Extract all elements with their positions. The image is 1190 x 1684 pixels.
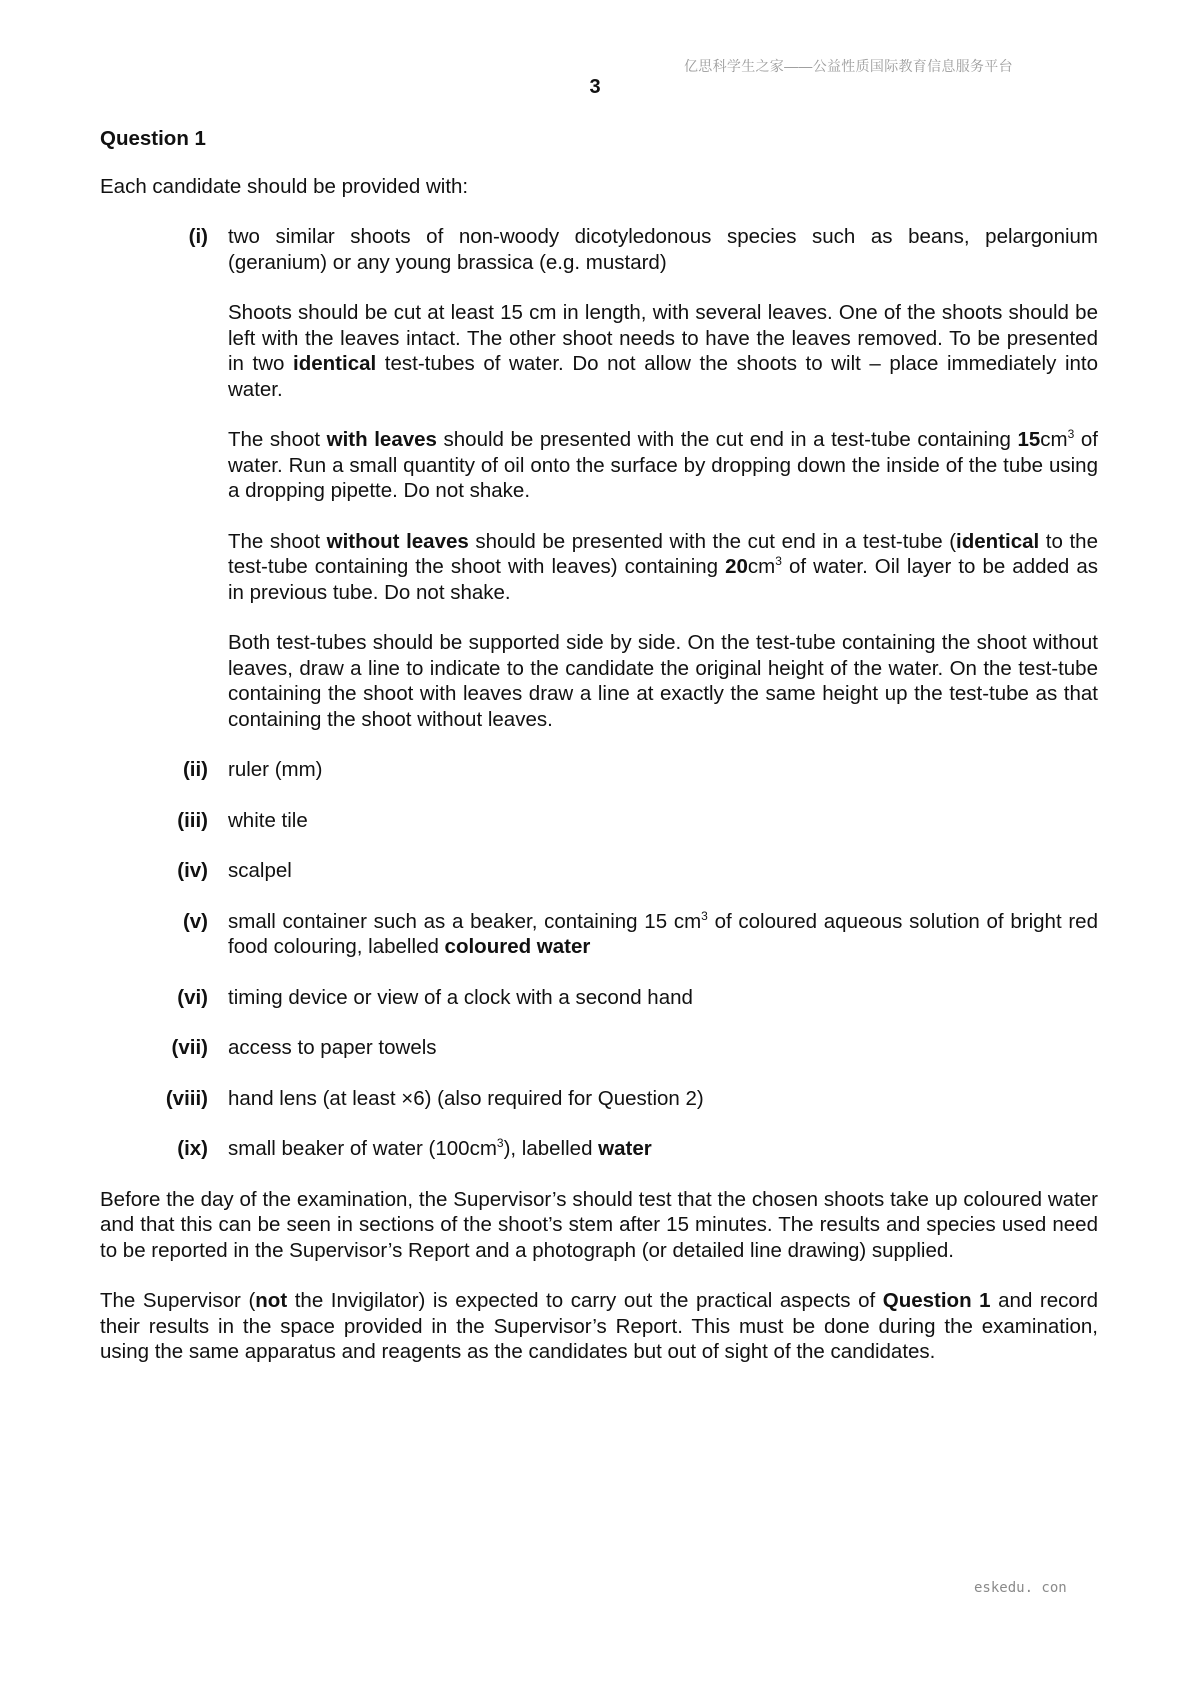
- item-number: (vi): [177, 985, 208, 1009]
- closing-paragraph-1: Before the day of the examination, the Supervisor’s should test that the chosen shoots take up coloured water and that this can be seen in sections of the shoot’s stem after 15 minutes. The results and species used need to be reported in the Supervisor’s Report and a photograph (or detailed line drawing) supplied.: [100, 1187, 1098, 1262]
- item-number: (i): [188, 225, 208, 248]
- item-number: (ii): [182, 758, 208, 781]
- list-item-ii: [100, 757, 1098, 783]
- item-text: ruler (mm): [228, 758, 323, 781]
- list-item-ix: [100, 1136, 1098, 1162]
- item-i-para-1: two similar shoots of non-woody dicotyledonous species such as beans, pelargonium (geranium) or any young brassica (e.g. mustard): [228, 225, 1098, 274]
- item-text: access to paper towels: [228, 1036, 437, 1059]
- list-item-viii: [100, 1086, 1098, 1112]
- item-text: small beaker of water $(100cm^3)$, labelled water: [228, 1136, 652, 1160]
- question-title: Question 1: [100, 127, 206, 150]
- closing-paragraph-2: The Supervisor (not the Invigilator) is expected to carry out the practical aspects of Question 1 and record their results in the space provided in the Supervisor’s Report. This must be done during the examination, using the same apparatus and reagents as the candidates but out of sight of the candidates.: [100, 1289, 1099, 1363]
- watermark-text: 亿思科学生之家——公益性质国际教育信息服务平台: [684, 58, 1013, 74]
- item-text: white tile: [228, 808, 308, 832]
- document-body: [100, 126, 1098, 1390]
- list-item-v: [100, 909, 1098, 960]
- item-i-para-5: Both test-tubes should be supported side by side. On the test-tube containing the shoot without leaves, draw a line to indicate to the candidate the original height of the water. On the test-tube containing the shoot with leaves draw a line at exactly the same height up the test-tube as that containing the shoot without leaves.: [228, 631, 1098, 731]
- item-text: scalpel: [228, 859, 292, 882]
- item-i-para-4: The shoot without leaves should be presented with the cut end in a test-tube (identical to the test-tube containing the shoot with leaves) containing $20cm^3$ of water. Oil layer to be added as in previous tube. Do not shake.: [228, 529, 1098, 604]
- item-number: (iv): [177, 859, 208, 882]
- list-item-i: [100, 224, 1098, 732]
- list-item-iv: [100, 858, 1098, 884]
- item-number: (viii): [165, 1086, 208, 1110]
- item-text: hand lens (at least ×6) (also required for Question 2): [228, 1086, 704, 1110]
- item-text: timing device or view of a clock with a second hand: [228, 985, 693, 1009]
- list-item-iii: [100, 808, 1098, 834]
- footer-site-text: eskedu. con: [974, 1580, 1067, 1596]
- item-text: small container such as a beaker, containing 15 $cm^3$ of coloured aqueous solution of bright red food colouring, labelled coloured water: [228, 908, 1098, 958]
- page-number: 3: [589, 76, 601, 98]
- list-item-vii: [100, 1035, 1098, 1061]
- item-number: (vii): [171, 1036, 208, 1059]
- item-number: (iii): [177, 808, 208, 832]
- item-i-para-3: The shoot with leaves should be presented with the cut end in a test-tube containing $15cm^3$ of water. Run a small quantity of oil onto the surface by dropping down the inside of the tube using a dropping pipette. Do not shake.: [228, 427, 1098, 502]
- item-number: (ix): [177, 1137, 208, 1160]
- item-i-para-2: Shoots should be cut at least 15 cm in length, with several leaves. One of the shoots should be left with the leaves intact. The other shoot needs to have the leaves removed. To be presented in two identical test-tubes of water. Do not allow the shoots to wilt – place immediately into water.: [228, 301, 1098, 401]
- question-intro: Each candidate should be provided with:: [100, 174, 469, 198]
- list-item-vi: [100, 985, 1098, 1011]
- item-number: (v): [182, 909, 208, 933]
